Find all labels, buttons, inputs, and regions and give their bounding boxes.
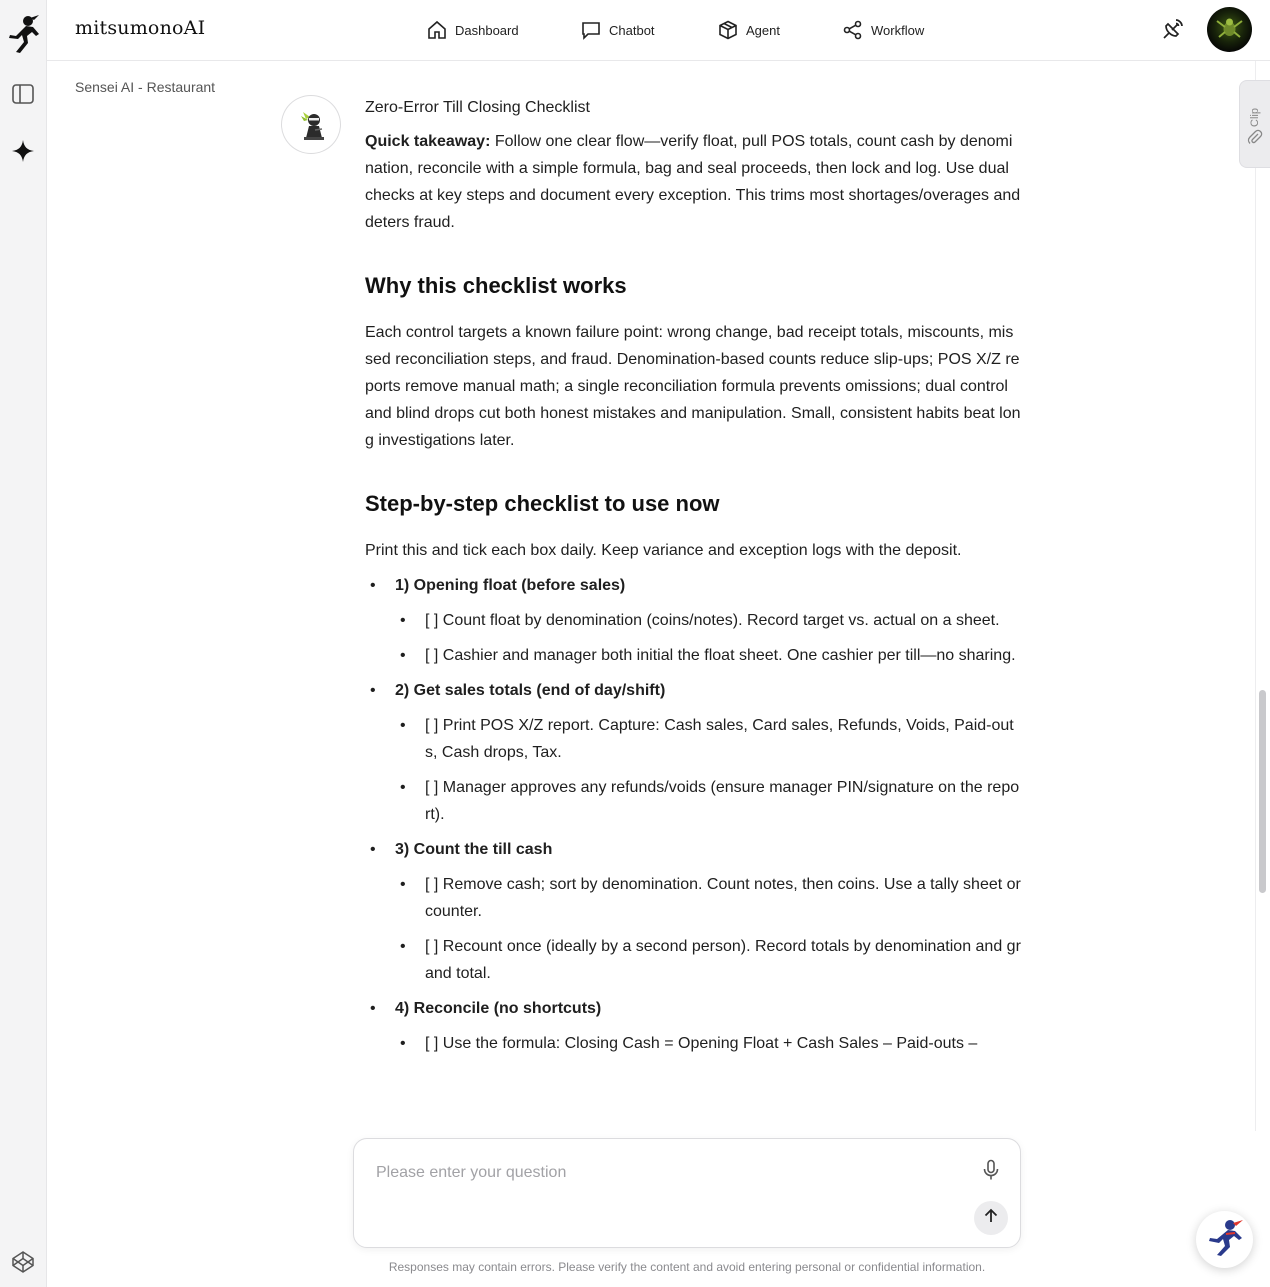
assistant-message (365, 96, 1021, 1130)
arrow-up-icon (982, 1207, 1000, 1230)
takeaway-label: Quick takeaway: (365, 133, 491, 150)
checklist-item: • [ ] Print POS X/Z report. Capture: Cash sales, Card sales, Refunds, Voids, Paid-outs, Cash drops, Tax. (395, 712, 1021, 766)
cube-icon (718, 20, 738, 40)
checklist-item: • [ ] Remove cash; sort by denomination. Count notes, then coins. Use a tally sheet or counter. (395, 871, 1021, 925)
nav-workflow-label: Workflow (871, 22, 925, 38)
step-subitems (395, 712, 1021, 828)
scrollbar-thumb[interactable] (1259, 690, 1266, 893)
step-item (365, 677, 1021, 828)
user-avatar[interactable] (1207, 7, 1252, 52)
clip-tab-label: Clip (1249, 108, 1261, 127)
nav-dashboard-label: Dashboard (455, 22, 519, 38)
step-subitems (395, 871, 1021, 987)
microphone-icon[interactable] (979, 1158, 1003, 1182)
nav-agent[interactable] (718, 0, 780, 60)
step-subitems (395, 1030, 1021, 1057)
step-title: • 3) Count the till cash (395, 841, 553, 858)
sparkle-icon[interactable] (10, 138, 36, 164)
checklist-item: • [ ] Use the formula: Closing Cash = Opening Float + Cash Sales – Paid-outs – (395, 1030, 1021, 1057)
clip-tab[interactable] (1239, 80, 1270, 168)
send-button[interactable] (974, 1201, 1008, 1235)
step-title: • 2) Get sales totals (end of day/shift) (395, 682, 666, 699)
question-input[interactable] (376, 1159, 956, 1187)
left-rail (0, 0, 47, 1287)
assistant-launcher-button[interactable] (1196, 1211, 1253, 1268)
step-item (365, 995, 1021, 1057)
chat-composer (353, 1138, 1021, 1248)
steps-list (365, 572, 1021, 1057)
step-title: • 1) Opening float (before sales) (395, 577, 626, 594)
steps-intro: Print this and tick each box daily. Keep variance and exception logs with the deposit. (365, 542, 962, 559)
nav-chatbot[interactable] (581, 0, 655, 60)
scrollbar-track[interactable] (1255, 61, 1270, 1131)
step-title: • 4) Reconcile (no shortcuts) (395, 1000, 602, 1017)
satellite-icon[interactable] (1160, 16, 1186, 42)
disclaimer-text: Responses may contain errors. Please verify the content and avoid entering personal or confidential information. (388, 1260, 986, 1274)
nav-chatbot-label: Chatbot (609, 22, 655, 38)
takeaway-paragraph (365, 128, 1021, 236)
sidebar-toggle-icon[interactable] (10, 81, 36, 107)
breadcrumb[interactable]: Sensei AI - Restaurant (75, 79, 216, 95)
home-icon (427, 20, 447, 40)
checklist-item: • [ ] Cashier and manager both initial the float sheet. One cashier per till—no sharing. (395, 642, 1021, 669)
paperclip-icon (1247, 129, 1263, 150)
heading-why: Why this checklist works (365, 273, 627, 298)
heading-steps: Step-by-step checklist to use now (365, 491, 720, 516)
chat-icon (581, 20, 601, 40)
why-paragraph: Each control targets a known failure point: wrong change, bad receipt totals, miscounts, missed reconciliation steps, and fraud. Denomination-based counts reduce slip-ups; POS X/Z reports remove manual math; a single reconciliation formula prevents omissions; dual control and blind drops cut both honest mistakes and manipulation. Small, consistent habits beat long investigations later. (365, 324, 1021, 449)
step-subitems (395, 607, 1021, 669)
checklist-item: • [ ] Manager approves any refunds/voids (ensure manager PIN/signature on the report). (395, 774, 1021, 828)
step-item (365, 836, 1021, 987)
step-item (365, 572, 1021, 669)
nav-dashboard[interactable] (427, 0, 519, 60)
nav-agent-label: Agent (746, 22, 780, 38)
checklist-item: • [ ] Recount once (ideally by a second person). Record totals by denomination and grand total. (395, 933, 1021, 987)
top-bar (47, 0, 1270, 61)
nav-workflow[interactable] (843, 0, 924, 60)
assistant-avatar (281, 95, 341, 154)
ninja-logo-icon[interactable] (6, 14, 40, 54)
message-title: Zero-Error Till Closing Checklist (365, 99, 590, 116)
brand-name[interactable]: mitsumonoAI (75, 17, 206, 39)
checklist-item: • [ ] Count float by denomination (coins/notes). Record target vs. actual on a sheet. (395, 607, 1021, 634)
takeaway-text: Follow one clear flow—verify float, pull POS totals, count cash by denomination, reconcile with a simple formula, bag and seal proceeds, then lock and log. Use dual checks at key steps and document every exception. This trims most shortages/overages and deters fraud. (365, 133, 1021, 231)
codepen-icon[interactable] (11, 1250, 35, 1274)
share-icon (843, 20, 863, 40)
ninja-mascot-icon (1205, 1217, 1245, 1262)
